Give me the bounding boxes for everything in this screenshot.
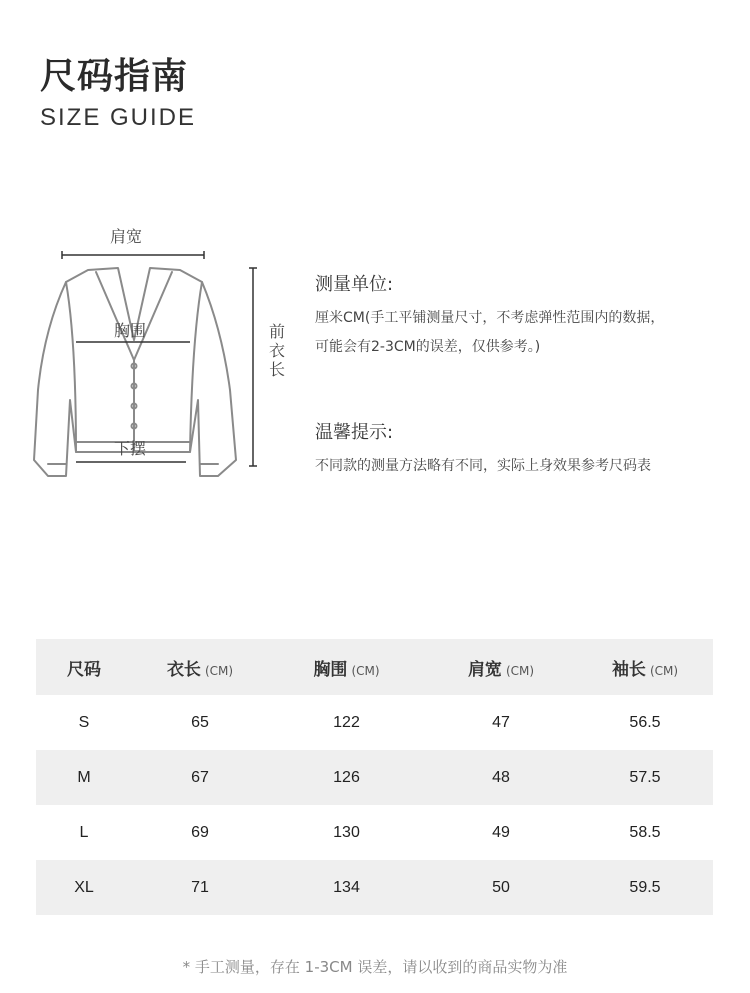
table-header-row — [36, 639, 713, 695]
table-row — [36, 860, 713, 915]
measure-unit-line2: 可能会有2-3CM的误差，仅供参考。) — [315, 339, 541, 355]
tips-heading: 温馨提示: — [315, 422, 394, 443]
header-size: 尺码 — [36, 639, 132, 695]
cell-chest: 134 — [268, 860, 425, 915]
cell-shoulder: 48 — [425, 750, 577, 805]
front-length-label: 前衣长 — [268, 322, 285, 379]
cell-length: 71 — [132, 860, 268, 915]
hem-label: 下摆 — [114, 439, 147, 458]
header-chest: 胸围 (CM) — [268, 639, 425, 695]
size-table — [36, 639, 713, 915]
cell-shoulder: 50 — [425, 860, 577, 915]
measure-unit-section — [315, 270, 745, 362]
cell-chest: 130 — [333, 823, 360, 841]
cardigan-icon — [30, 220, 300, 490]
table-row — [36, 695, 713, 750]
tips-text: 不同款的测量方法略有不同，实际上身效果参考尺码表 — [315, 458, 651, 474]
cell-sleeve: 58.5 — [629, 823, 661, 841]
cell-sleeve: 56.5 — [629, 713, 661, 731]
cell-size: L — [79, 823, 89, 841]
table-row — [36, 750, 713, 805]
footnote: * 手工测量，存在 1-3CM 误差，请以收到的商品实物为准 — [182, 958, 568, 976]
cell-sleeve: 57.5 — [577, 750, 713, 805]
cell-length: 67 — [132, 750, 268, 805]
chest-label: 胸围 — [114, 321, 147, 340]
table-row — [36, 805, 713, 860]
page-subtitle: SIZE GUIDE — [40, 104, 197, 131]
cell-sleeve: 59.5 — [577, 860, 713, 915]
header-sleeve: 袖长 (CM) — [577, 639, 713, 695]
shoulder-label: 肩宽 — [110, 227, 143, 246]
cell-size: M — [36, 750, 132, 805]
cell-shoulder: 49 — [492, 823, 510, 841]
measure-unit-line1: 厘米CM(手工平铺测量尺寸，不考虑弹性范围内的数据， — [315, 310, 665, 326]
tips-section — [315, 418, 745, 481]
cell-size: S — [78, 713, 90, 731]
cell-length: 69 — [191, 823, 209, 841]
measure-unit-heading: 测量单位: — [315, 274, 394, 295]
cell-chest: 126 — [268, 750, 425, 805]
garment-diagram — [30, 220, 300, 490]
header-length: 衣长 (CM) — [132, 639, 268, 695]
cell-length: 65 — [191, 713, 209, 731]
cell-size: XL — [36, 860, 132, 915]
header-shoulder: 肩宽 (CM) — [425, 639, 577, 695]
cell-chest: 122 — [333, 713, 360, 731]
page-title: 尺码指南 — [40, 56, 189, 97]
cell-shoulder: 47 — [492, 713, 510, 731]
